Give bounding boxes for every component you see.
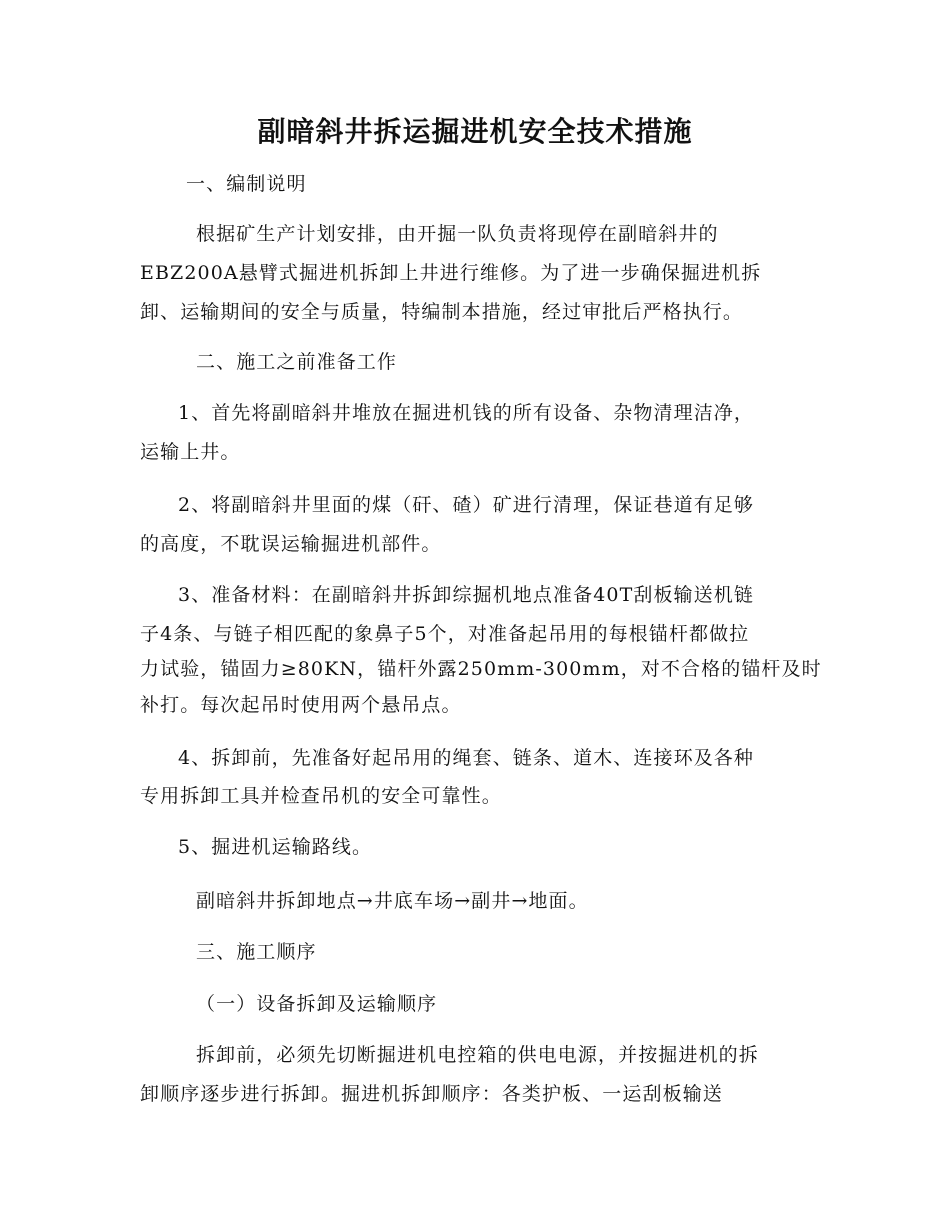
paragraph-line: 子4条、与链子相匹配的象鼻子5个，对准备起吊用的每根锚杆都做拉 [140,623,750,645]
paragraph-line: 1、首先将副暗斜井堆放在掘进机钱的所有设备、杂物清理洁净， [178,402,754,424]
paragraph-line: 补打。每次起吊时使用两个悬吊点。 [140,694,462,716]
paragraph-line: 力试验，锚固力≥80KN，锚杆外露250mm-300mm，对不合格的锚杆及时 [140,658,822,680]
document-title: 副暗斜井拆运掘进机安全技术措施 [257,115,693,148]
paragraph-line: 卸、运输期间的安全与质量，特编制本措施，经过审批后严格执行。 [140,301,744,323]
paragraph-line: 2、将副暗斜井里面的煤（矸、碴）矿进行清理，保证巷道有足够 [178,494,754,516]
paragraph-line: 5、掘进机运输路线。 [178,836,373,858]
paragraph-line: 根据矿生产计划安排，由开掘一队负责将现停在副暗斜井的 [196,223,719,245]
paragraph-line: 专用拆卸工具并检查吊机的安全可靠性。 [140,785,502,807]
subheading: （一）设备拆卸及运输顺序 [196,993,438,1015]
paragraph-line: 3、准备材料：在副暗斜井拆卸综掘机地点准备40T刮板输送机链 [178,584,754,606]
paragraph-line: 4、拆卸前，先准备好起吊用的绳套、链条、道木、连接环及各种 [178,747,754,769]
paragraph-line: 拆卸前，必须先切断掘进机电控箱的供电电源，并按掘进机的拆 [196,1044,759,1066]
paragraph-line: EBZ200A悬臂式掘进机拆卸上井进行维修。为了进一步确保掘进机拆 [140,262,762,284]
heading-section-3: 三、施工顺序 [196,941,317,963]
paragraph-line: 卸顺序逐步进行拆卸。掘进机拆卸顺序：各类护板、一运刮板输送 [140,1083,723,1105]
route-line: 副暗斜井拆卸地点→井底车场→副井→地面。 [196,890,589,912]
heading-section-1: 一、编制说明 [186,173,307,195]
paragraph-line: 的高度，不耽误运输掘进机部件。 [140,533,442,555]
heading-section-2: 二、施工之前准备工作 [196,351,398,373]
paragraph-line: 运输上井。 [140,441,241,463]
